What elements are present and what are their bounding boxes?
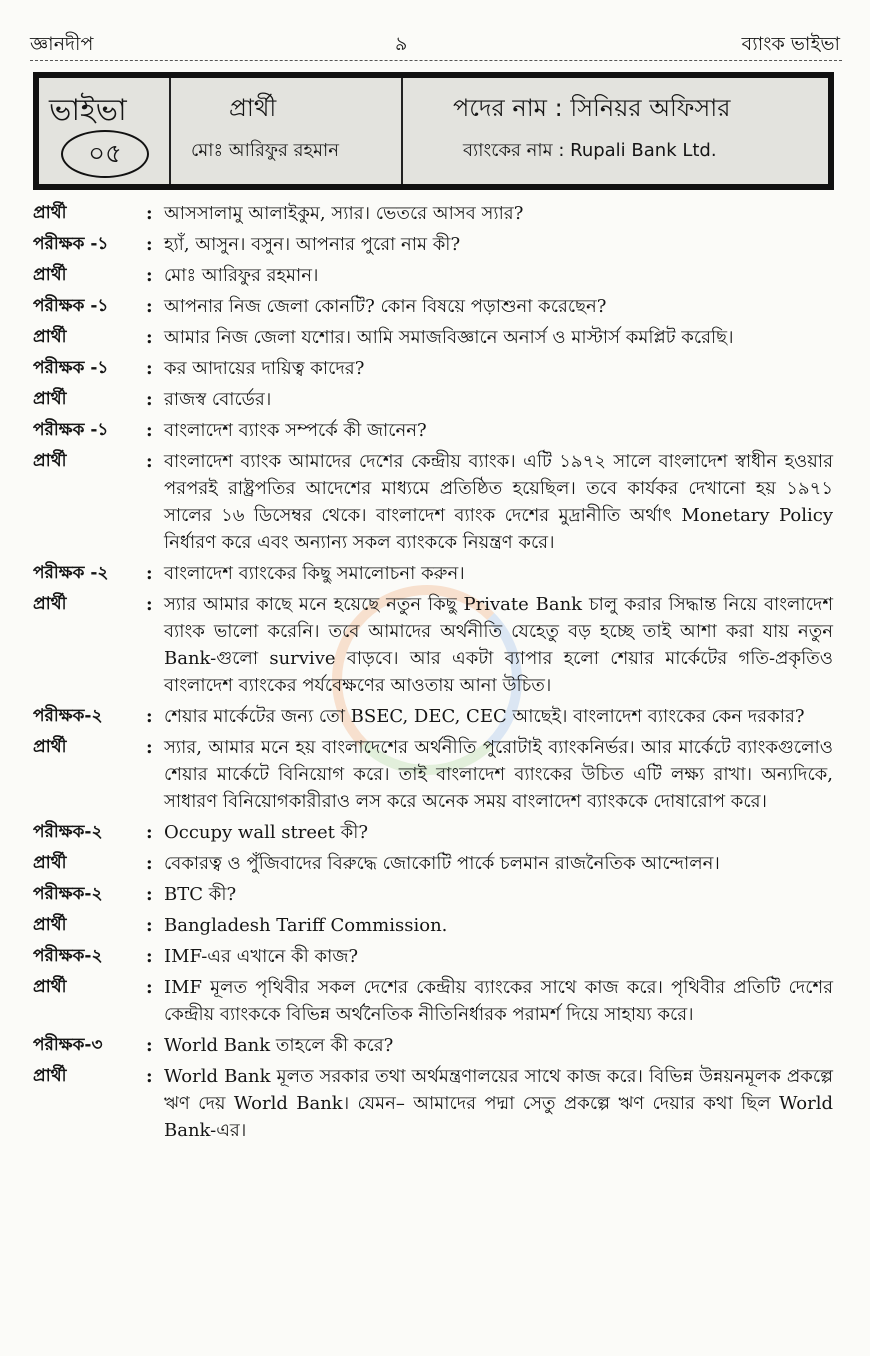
speaker: পরীক্ষক -১: [33, 358, 109, 378]
viva-label: ভাইভা: [49, 93, 127, 128]
dialogue-row: [33, 943, 833, 970]
speaker: প্রার্থী: [33, 977, 67, 997]
candidate-cell: [169, 78, 403, 184]
viva-number-badge: ০৫: [61, 130, 149, 178]
speaker: প্রার্থী: [33, 203, 67, 223]
post-name: পদের নাম : সিনিয়র অফিসার: [453, 94, 731, 122]
colon: :: [146, 389, 153, 410]
speaker: পরীক্ষক -১: [33, 296, 109, 316]
colon: :: [146, 420, 153, 441]
dialogue-row: [33, 591, 833, 699]
dialogue-text: শেয়ার মার্কেটের জন্য তো BSEC, DEC, CEC আছেই। বাংলাদেশ ব্যাংকের কেন দরকার?: [164, 706, 805, 727]
dialogue-text: BTC কী?: [164, 884, 237, 905]
colon: :: [146, 706, 153, 727]
dialogue-text: IMF-এর এখানে কী কাজ?: [164, 946, 359, 967]
dialogue-text: স্যার আমার কাছে মনে হয়েছে নতুন কিছু Private Bank চালু করার সিদ্ধান্ত নিয়ে বাংলাদেশ ব্যাংক ভালো করেনি। তবে আমাদের অর্থনীতি যেহেতু বড় হচ্ছে তাই আশা করা যায় নতুন Bank-গুলো survive বাড়বে। আর একটা ব্যাপার হলো শেয়ার মার্কেটের গতি-প্রকৃতিও বাংলাদেশ ব্যাংকের পর্যবেক্ষণের আওতায় আনা উচিত।: [164, 594, 833, 696]
colon: :: [146, 594, 153, 615]
colon: :: [146, 1066, 153, 1087]
viva-header-box: [33, 72, 834, 190]
colon: :: [146, 977, 153, 998]
colon: :: [146, 265, 153, 286]
candidate-name: মোঃ আরিফুর রহমান: [191, 140, 339, 161]
dialogue-text: আসসালামু আলাইকুম, স্যার। ভেতরে আসব স্যার?: [164, 203, 524, 224]
dialogue-text: বাংলাদেশ ব্যাংক আমাদের দেশের কেন্দ্রীয় ব্যাংক। এটি ১৯৭২ সালে বাংলাদেশ স্বাধীন হওয়ার পরপরই রাষ্ট্রপতির আদেশের মাধ্যমে প্রতিষ্ঠিত হয়েছিল। তবে কার্যকর দেখানো হয় ১৯৭১ সালের ১৬ ডিসেম্বর থেকে। বাংলাদেশ ব্যাংক দেশের মুদ্রানীতি অর্থাৎ Monetary Policy নির্ধারণ করে এবং অন্যান্য সকল ব্যাংককে নিয়ন্ত্রণ করে।: [164, 451, 833, 553]
dialogue-text: Bangladesh Tariff Commission.: [164, 915, 448, 936]
dialogue-row: [33, 262, 833, 289]
section-title: ব্যাংক ভাইভা: [741, 33, 840, 55]
dialogue-row: [33, 734, 833, 815]
speaker: পরীক্ষক -২: [33, 563, 109, 583]
colon: :: [146, 1035, 153, 1056]
dialogue-row: [33, 1032, 833, 1059]
dialogue-text: বাংলাদেশ ব্যাংকের কিছু সমালোচনা করুন।: [164, 563, 465, 584]
page-number: ৯: [395, 33, 408, 55]
colon: :: [146, 296, 153, 317]
book-title: জ্ঞানদীপ: [30, 33, 94, 55]
speaker: পরীক্ষক -১: [33, 234, 109, 254]
dialogue-text: বাংলাদেশ ব্যাংক সম্পর্কে কী জানেন?: [164, 420, 427, 441]
speaker: প্রার্থী: [33, 265, 67, 285]
post-cell: [401, 78, 828, 184]
bank-name: ব্যাংকের নাম : Rupali Bank Ltd.: [463, 140, 717, 161]
dialogue-row: [33, 850, 833, 877]
dialogue-text: হ্যাঁ, আসুন। বসুন। আপনার পুরো নাম কী?: [164, 234, 461, 255]
speaker: প্রার্থী: [33, 737, 67, 757]
dialogue-row: [33, 293, 833, 320]
header-rule: [30, 60, 842, 61]
colon: :: [146, 737, 153, 758]
dialogue-row: [33, 974, 833, 1028]
dialogue-row: [33, 355, 833, 382]
colon: :: [146, 203, 153, 224]
dialogue-text: রাজস্ব বোর্ডের।: [164, 389, 272, 410]
dialogue-row: [33, 1063, 833, 1144]
speaker: প্রার্থী: [33, 1066, 67, 1086]
speaker: পরীক্ষক -১: [33, 420, 109, 440]
dialogue-row: [33, 560, 833, 587]
colon: :: [146, 327, 153, 348]
speaker: প্রার্থী: [33, 327, 67, 347]
dialogue-row: [33, 386, 833, 413]
colon: :: [146, 234, 153, 255]
dialogue-text: IMF মূলত পৃথিবীর সকল দেশের কেন্দ্রীয় ব্যাংকের সাথে কাজ করে। পৃথিবীর প্রতিটি দেশের কেন্দ্রীয় ব্যাংককে বিভিন্ন অর্থনৈতিক নীতিনির্ধারক পরামর্শ দিয়ে সাহায্য করে।: [164, 977, 833, 1025]
speaker: প্রার্থী: [33, 853, 67, 873]
dialogue-row: [33, 231, 833, 258]
dialogue-text: বেকারত্ব ও পুঁজিবাদের বিরুদ্ধে জোকোটি পার্কে চলমান রাজনৈতিক আন্দোলন।: [164, 853, 720, 874]
colon: :: [146, 884, 153, 905]
dialogue-row: [33, 417, 833, 444]
colon: :: [146, 563, 153, 584]
dialogue-text: Occupy wall street কী?: [164, 822, 369, 843]
speaker: পরীক্ষক-২: [33, 946, 103, 966]
dialogue-row: [33, 819, 833, 846]
dialogue-text: World Bank তাহলে কী করে?: [164, 1035, 394, 1056]
viva-number-cell: [39, 78, 171, 184]
candidate-heading: প্রার্থী: [229, 94, 277, 122]
speaker: পরীক্ষক-২: [33, 884, 103, 904]
dialogue: [33, 200, 833, 1148]
dialogue-row: [33, 912, 833, 939]
dialogue-row: [33, 448, 833, 556]
running-header: [30, 30, 840, 60]
speaker: পরীক্ষক-২: [33, 822, 103, 842]
dialogue-row: [33, 703, 833, 730]
dialogue-text: কর আদায়ের দায়িত্ব কাদের?: [164, 358, 365, 379]
dialogue-text: স্যার, আমার মনে হয় বাংলাদেশের অর্থনীতি পুরোটাই ব্যাংকনির্ভর। আর মার্কেটে ব্যাংকগুলোও শেয়ার মার্কেটে বিনিয়োগ করে। তাই বাংলাদেশ ব্যাংকের উচিত এটি লক্ষ্য রাখা। অন্যদিকে, সাধারণ বিনিয়োগকারীরাও লস করে অনেক সময় বাংলাদেশ ব্যাংককে দোষারোপ করে।: [164, 737, 833, 812]
dialogue-text: আপনার নিজ জেলা কোনটি? কোন বিষয়ে পড়াশুনা করেছেন?: [164, 296, 607, 317]
colon: :: [146, 822, 153, 843]
dialogue-row: [33, 881, 833, 908]
speaker: পরীক্ষক-২: [33, 706, 103, 726]
colon: :: [146, 853, 153, 874]
dialogue-row: [33, 200, 833, 227]
speaker: প্রার্থী: [33, 594, 67, 614]
colon: :: [146, 915, 153, 936]
colon: :: [146, 946, 153, 967]
dialogue-row: [33, 324, 833, 351]
dialogue-text: World Bank মূলত সরকার তথা অর্থমন্ত্রণালয়ের সাথে কাজ করে। বিভিন্ন উন্নয়নমূলক প্রকল্পে ঋণ দেয় World Bank। যেমন– আমাদের পদ্মা সেতু প্রকল্পে ঋণ দেয়ার কথা ছিল World Bank-এর।: [164, 1066, 833, 1141]
colon: :: [146, 451, 153, 472]
dialogue-text: আমার নিজ জেলা যশোর। আমি সমাজবিজ্ঞানে অনার্স ও মাস্টার্স কমপ্লিট করেছি।: [164, 327, 734, 348]
speaker: পরীক্ষক-৩: [33, 1035, 103, 1055]
dialogue-text: মোঃ আরিফুর রহমান।: [164, 265, 319, 286]
speaker: প্রার্থী: [33, 389, 67, 409]
speaker: প্রার্থী: [33, 451, 67, 471]
speaker: প্রার্থী: [33, 915, 67, 935]
colon: :: [146, 358, 153, 379]
